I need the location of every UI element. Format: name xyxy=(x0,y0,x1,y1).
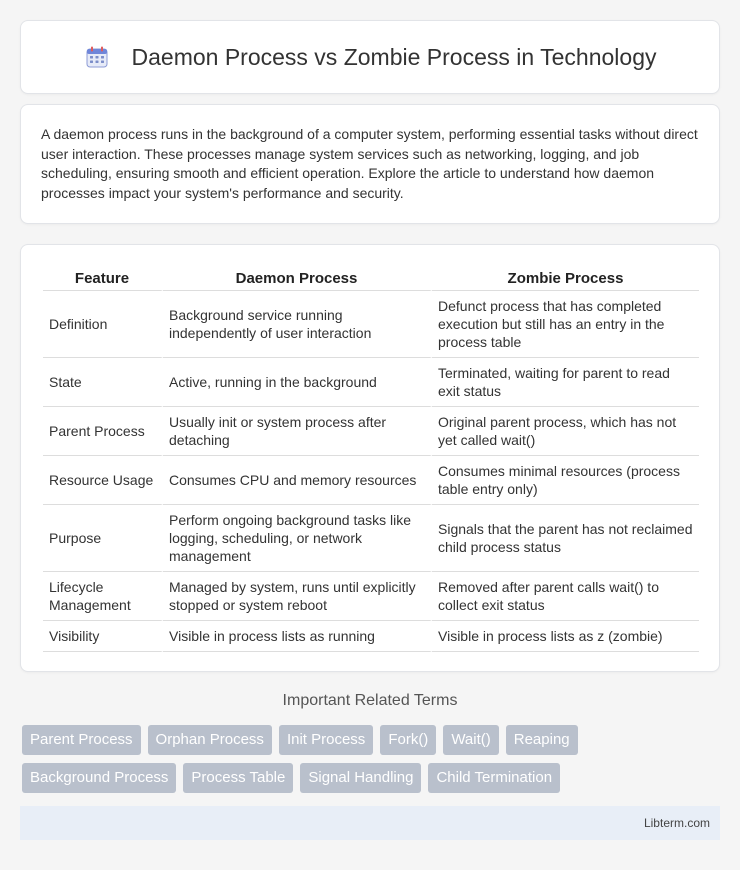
daemon-cell: Managed by system, runs until explicitly stopped or system reboot xyxy=(163,572,432,621)
zombie-cell: Defunct process that has completed execution but still has an entry in the process table xyxy=(432,291,699,358)
zombie-cell: Terminated, waiting for parent to read exit status xyxy=(432,358,699,407)
table-row xyxy=(43,407,699,456)
zombie-cell: Signals that the parent has not reclaimed child process status xyxy=(432,505,699,572)
footer xyxy=(20,806,720,840)
page-title: Daemon Process vs Zombie Process in Technology xyxy=(131,43,657,70)
footer-site-link[interactable]: Libterm.com xyxy=(643,816,710,830)
zombie-cell: Original parent process, which has not yet called wait() xyxy=(432,407,699,456)
header-zombie: Zombie Process xyxy=(432,265,699,291)
table-row xyxy=(43,572,699,621)
feature-cell: Resource Usage xyxy=(43,456,163,505)
zombie-cell: Visible in process lists as z (zombie) xyxy=(432,621,699,652)
intro-text: A daemon process runs in the background of a computer system, performing essential tasks without direct user interaction. These processes manage system services such as networking, logging, and job scheduling, ensuring smooth and efficient operation. Explore the article to understand how daemon processes impact your system's performance and security. xyxy=(41,126,698,201)
feature-cell: Definition xyxy=(43,291,163,358)
tag-process-table[interactable]: Process Table xyxy=(183,763,293,793)
related-terms xyxy=(22,725,722,801)
zombie-cell: Consumes minimal resources (process table entry only) xyxy=(432,456,699,505)
comparison-card xyxy=(20,244,720,672)
tag-orphan-process[interactable]: Orphan Process xyxy=(148,725,272,755)
table-row xyxy=(43,621,699,652)
daemon-cell: Perform ongoing background tasks like logging, scheduling, or network management xyxy=(163,505,432,572)
tag-reaping[interactable]: Reaping xyxy=(506,725,578,755)
intro-card xyxy=(20,104,720,224)
table-row xyxy=(43,456,699,505)
feature-cell: Lifecycle Management xyxy=(43,572,163,621)
zombie-cell: Removed after parent calls wait() to collect exit status xyxy=(432,572,699,621)
header-daemon: Daemon Process xyxy=(163,265,432,291)
feature-cell: Visibility xyxy=(43,621,163,652)
tag-wait[interactable]: Wait() xyxy=(443,725,498,755)
tag-row xyxy=(22,763,722,793)
table-header-row xyxy=(43,265,699,291)
feature-cell: Purpose xyxy=(43,505,163,572)
tag-init-process[interactable]: Init Process xyxy=(279,725,373,755)
table-row xyxy=(43,291,699,358)
tag-signal-handling[interactable]: Signal Handling xyxy=(300,763,421,793)
feature-cell: State xyxy=(43,358,163,407)
daemon-cell: Consumes CPU and memory resources xyxy=(163,456,432,505)
calendar-icon xyxy=(84,44,110,70)
tag-parent-process[interactable]: Parent Process xyxy=(22,725,141,755)
table-row xyxy=(43,505,699,572)
daemon-cell: Background service running independently of user interaction xyxy=(163,291,432,358)
tag-background-process[interactable]: Background Process xyxy=(22,763,176,793)
table-row xyxy=(43,358,699,407)
daemon-cell: Visible in process lists as running xyxy=(163,621,432,652)
tag-child-termination[interactable]: Child Termination xyxy=(428,763,560,793)
comparison-table xyxy=(43,265,699,652)
header-feature: Feature xyxy=(43,265,163,291)
daemon-cell: Active, running in the background xyxy=(163,358,432,407)
related-terms-title: Important Related Terms xyxy=(282,692,458,709)
tag-row xyxy=(22,725,722,755)
tag-fork[interactable]: Fork() xyxy=(380,725,436,755)
title-card xyxy=(20,20,720,94)
feature-cell: Parent Process xyxy=(43,407,163,456)
daemon-cell: Usually init or system process after detaching xyxy=(163,407,432,456)
